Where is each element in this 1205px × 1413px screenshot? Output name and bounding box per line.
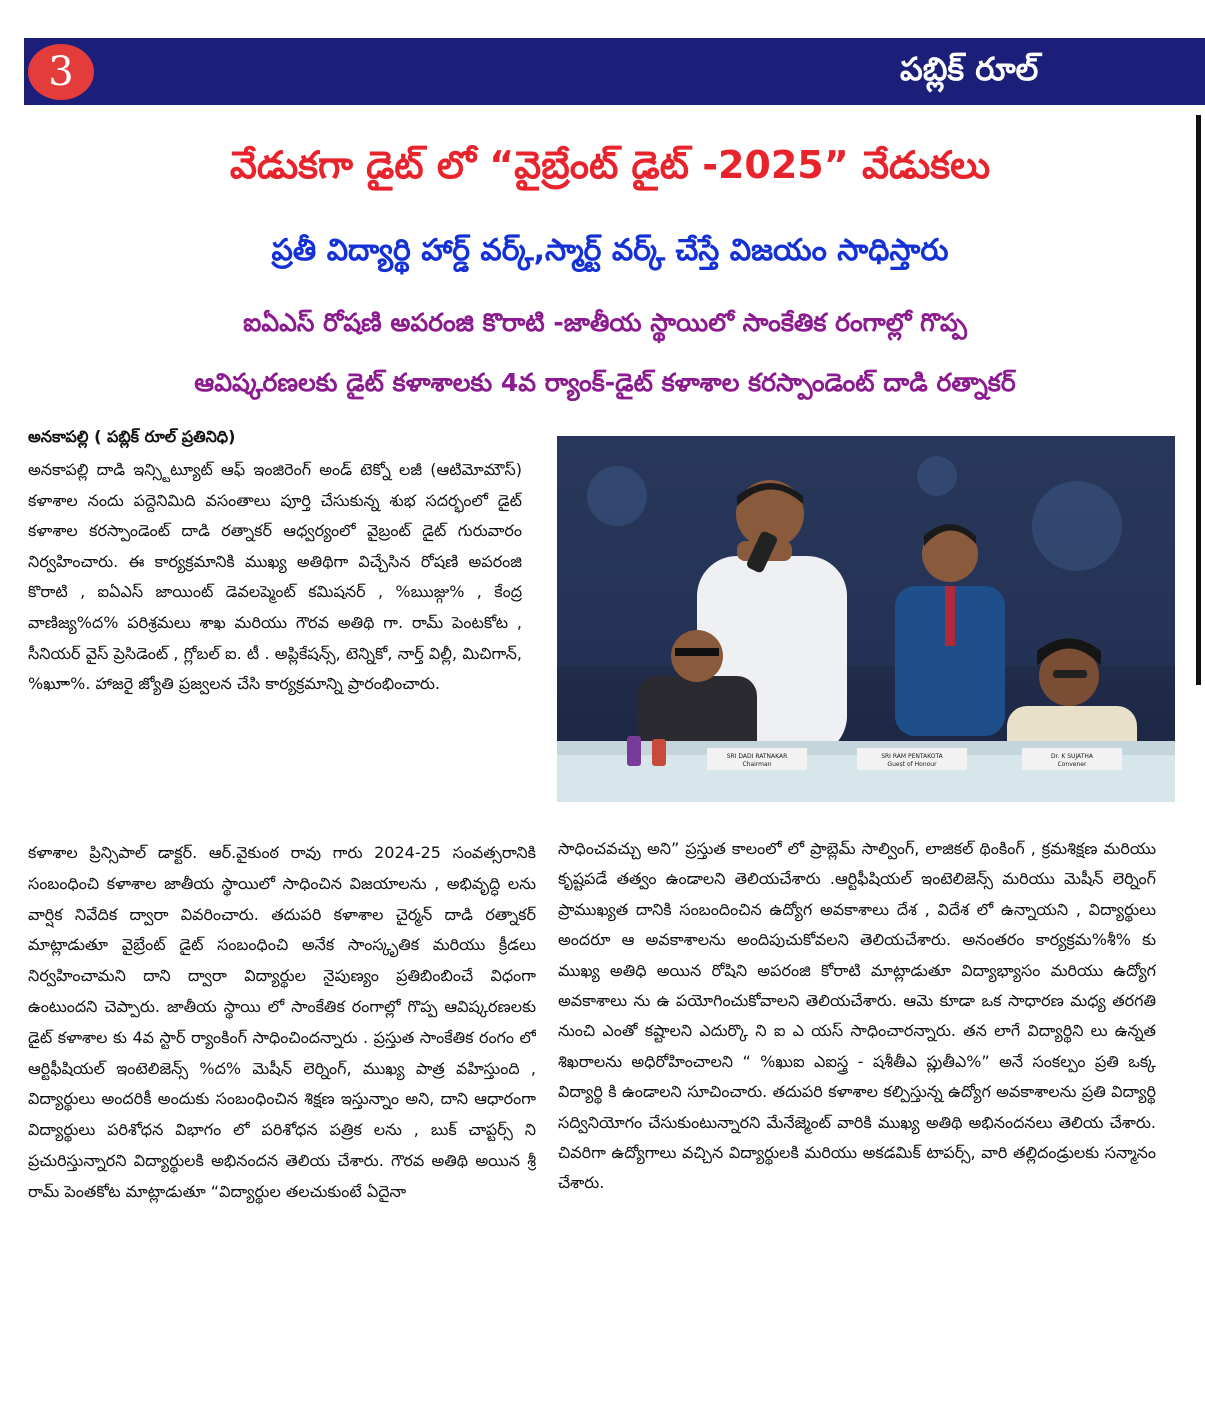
nameplate-role-3: Convener: [1057, 761, 1087, 768]
event-photo-illustration: [557, 436, 1175, 802]
page-number-badge: 3: [28, 44, 94, 100]
paragraph: కళాశాల ప్రిన్సిపాల్ డాక్టర్. ఆర్.వైకుంఠ రావు గారు 2024-25 సంవత్సరానికి సంబంధించి కళాశాల జాతీయ స్థాయిలో సాధించిన విజయాలను , అభివృద్ధి లను వార్షిక నివేదిక ద్వారా వివరించారు. తదుపరి కళాశాల చైర్మన్ దాడి రత్నాకర్ మాట్లాడుతూ వైబ్రేంట్ డైట్ సంబంధించి అనేక సాంస్కృతిక మరియు క్రీడలు నిర్వహించామని దాని ద్వారా విద్యార్థుల నైపుణ్యం ప్రతిబింబించే విధంగా ఉంటుందని చెప్పారు. జాతీయ స్థాయి లో సాంకేతిక రంగాల్లో గొప్ప ఆవిష్కరణలకు డైట్ కళాశాల కు 4వ స్టార్ ర్యాంకింగ్ సాధించిందన్నారు . ప్రస్తుత సాంకేతిక రంగం లో ఆర్టిఫీషియల్ ఇంటెలిజెన్స్ %ద% మెషీన్ లెర్నింగ్, ముఖ్య పాత్ర వహిస్తుంది , విద్యార్థులు అందరికీ అందుకు సంబంధించిన శిక్షణ ఇస్తున్నాం అని, దాని ఆధారంగా విద్యార్థులు పరిశోధన విభాగం లో పరిశోధన పత్రిక లను , బుక్ చాప్టర్స్ ని ప్రచురిస్తున్నారని విద్యార్థులకి అభినందన తెలియ చేశారు. గౌరవ అతిథి అయిన శ్రీ రామ్ పెంతకోట మాట్లాడుతూ “విద్యార్థుల తలచుకుంటే ఏదైనా: [28, 843, 536, 1201]
event-photo: [557, 436, 1175, 802]
dateline: అనకాపల్లి ( పబ్లిక్ రూల్ ప్రతినిధి): [28, 427, 236, 446]
nameplate-2: SRI RAM PENTAKOTA: [881, 753, 943, 760]
article-column-1: [28, 455, 522, 825]
article-subhead-3: ఆవిష్కరణలకు డైట్ కళాశాలకు 4వ ర్యాంక్-డైట్ కళాశాల కరస్పాండెంట్ దాడి రత్నాకర్: [194, 368, 1016, 397]
nameplate-role-2: Guest of Honour: [887, 761, 937, 768]
article-column-2: [28, 838, 536, 1398]
article-column-3: [558, 834, 1156, 1394]
nameplate-1: SRI DADI RATNAKAR: [726, 753, 788, 760]
article-headline: వేడుకగా డైట్ లో “వైబ్రేంట్ డైట్ -2025” వేడుకలు: [229, 143, 991, 187]
nameplate-role-1: Chairman: [742, 761, 772, 768]
column-divider-rule: [1196, 115, 1201, 685]
paragraph: సాధించవచ్చు అని” ప్రస్తుత కాలంలో లో ప్రాబ్లెమ్ సాల్వింగ్, లాజికల్ థింకింగ్ , క్రమశిక్షణ మరియు కృష్టపడే తత్వం ఉండాలని తెలియచేశారు .ఆర్టిఫీషియల్ ఇంటెలిజెన్స్ మరియు మెషీన్ లెర్నింగ్ ప్రాముఖ్యత దానికి సంబందించిన ఉద్యోగ అవకాశాలు దేశ , విదేశ లో ఉన్నాయని , విద్యార్థులు అందరూ ఆ అవకాశాలను అందిపుచుకోవలని తెలియచేశారు. అనంతరం కార్యక్రమ%శీ% కు ముఖ్య అతిధి అయిన రోషిని అపరంజి కోరాటి మాట్లాడుతూ విద్యాభ్యాసం మరియు ఉద్యోగ అవకాశాలు ను ఉ పయోగించుకోవాలని తెలియచేశారు. ఆమె కూడా ఒక సాధారణ మధ్య తరగతి నుంచి ఎంతో కష్టాలని ఎదుర్కొ ని ఐ ఎ యస్ సాధించారన్నారు. తన లాగే విద్యార్థిని లు ఉన్నత శిఖరాలను అధిరోహించాలని “ %ఖుఐ ఎఐస్త్ర - షశీతీఎ ప్లుతీఎ%” అనే సంకల్పం ప్రతి ఒక్క విద్యార్థి కి ఉండాలని సూచించారు. తదుపరి కళాశాల కల్పిస్తున్న ఉద్యోగ అవకాశాలను ప్రతి విద్యార్థి సద్వినియోగం చేసుకుంటున్నారని మేనేజ్మెంట్ వారికి ముఖ్య అతిథి అభినందనలు తెలియ చేశారు. చివరిగా ఉద్యోగాలు వచ్చిన విద్యార్థులకి మరియు అకడమిక్ టాపర్స్, వారి తల్లిదండ్రులకు సన్మానం చేశారు.: [558, 839, 1156, 1193]
article-subhead-1: ప్రతీ విద్యార్థి హార్డ్ వర్క్,స్మార్ట్ వర్క్ చేస్తే విజయం సాధిస్తారు: [271, 233, 949, 268]
paragraph: అనకాపల్లి దాడి ఇన్స్టిట్యూట్ ఆఫ్ ఇంజిరెంగ్ అండ్ టెక్నో లజీ (ఆటిమోమౌస్) కళాశాల నందు పద్దెనిమిది వసంతాలు పూర్తి చేసుకున్న శుభ సదర్భంలో డైట్ కళాశాల కరస్పాండెంట్ దాడి రత్నాకర్ ఆధ్వర్యంలో వైబ్రంట్ డైట్ గురువారం నిర్వహించారు. ఈ కార్యక్రమానికి ముఖ్య అతిథిగా విచ్చేసిన రోషణి అపరంజి కొరాటి , ఐఏఎస్ జాయింట్ డెవలప్మెంట్ కమిషనర్ , %ఋజ్గు% , కేంద్ర వాణిజ్య%ద% పరిశ్రమలు శాఖ మరియు గౌరవ అతిథి గా. రామ్ పెంటకోట , సీనియర్ వైస్ ప్రెసిడెంట్ , గ్లోబల్ ఐ. టీ . అప్లికేషన్స్, టెన్నికో, నార్త్ విల్లీ, మిచిగాన్, %ఖూా%. హాజరై జ్యోతి ప్రజ్వలన చేసి కార్యక్రమాన్ని ప్రారంభించారు.: [28, 460, 522, 694]
article-subhead-2: ఐఏఎస్ రోషణి అపరంజి కొరాటి -జాతీయ స్థాయిలో సాంకేతిక రంగాల్లో గొప్ప: [243, 308, 967, 337]
nameplate-3: Dr. K SUJATHA: [1051, 753, 1093, 760]
newspaper-name: పబ్లిక్ రూల్: [900, 50, 1039, 88]
